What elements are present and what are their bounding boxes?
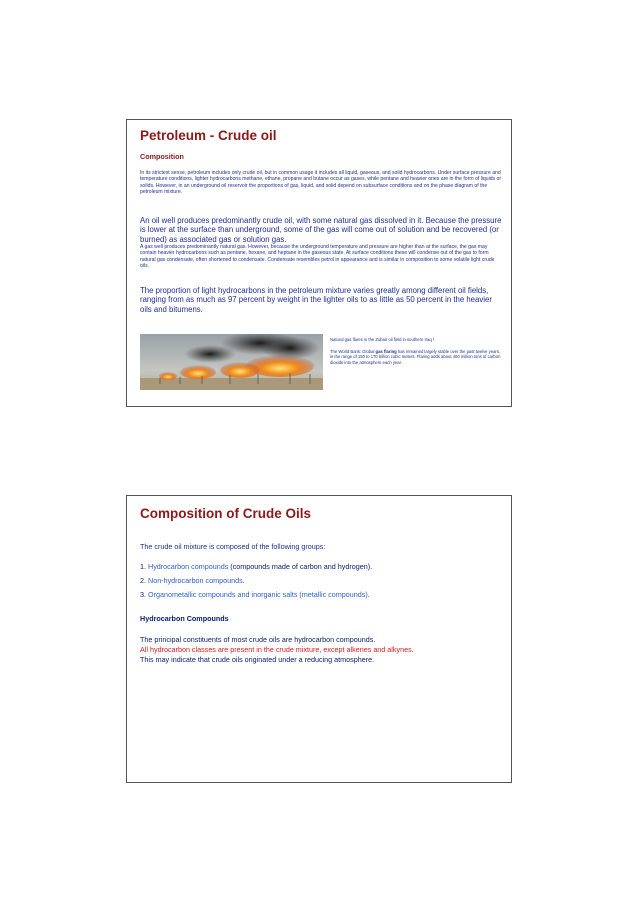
caption-text: The World Bank: Global xyxy=(330,349,376,354)
composition-subheading: Composition xyxy=(140,152,184,161)
paragraph-gas-well: A gas well produces predominantly natural gas. However, because the underground temperature and pressure are higher than at the surface, the gas may contain heavier hydrocarbons such as pentane, hexane, and heptane in the gaseous state. At surface conditions these will condense out of the gas to form natural gas condensate, often shortened to condensate. Condensate resembles petrol in appearance and is similar in composition to some volatile light crude oils. xyxy=(140,244,495,270)
list-term: Hydrocarbon compounds xyxy=(148,562,229,571)
list-item xyxy=(140,590,502,599)
list-detail: . xyxy=(242,576,245,585)
list-term: Non-hydrocarbon compounds xyxy=(148,576,243,585)
hydrocarbon-subheading: Hydrocarbon Compounds xyxy=(140,614,229,623)
slide-petroleum-crude-oil xyxy=(126,119,512,407)
body-line: This may indicate that crude oils originated under a reducing atmosphere. xyxy=(140,655,375,664)
body-line-highlight xyxy=(140,645,502,654)
photo-caption-worldbank xyxy=(330,349,502,365)
slide-composition-of-crude-oils xyxy=(126,495,512,783)
list-term: Organometallic compounds and inorganic salts (metallic compounds) xyxy=(148,590,368,599)
list-detail: (compounds made of carbon and hydrogen). xyxy=(228,562,373,571)
list-number: 3. xyxy=(140,590,148,599)
list-number: 2. xyxy=(140,576,148,585)
caption-text-rest: has remained largely stable over the past twelve years, in the range of 150 to 170 billion cubic meters. Flaring adds about 400 million tons of carbon dioxide into the atmosphere each year. xyxy=(330,349,501,365)
slide-title: Petroleum - Crude oil xyxy=(140,128,277,143)
intro-line: The crude oil mixture is composed of the following groups: xyxy=(140,542,326,551)
gas-flares-photo xyxy=(140,334,323,390)
paragraph-definition: In its strictest sense, petroleum includes only crude oil, but in common usage it includes all liquid, gaseous, and solid hydrocarbons. Under surface pressure and temperature conditions, lighter hydrocarbons methane, ethane, propane and butane occur as gases, while pentane and heavier ones are in the form of liquids or solids. However, in an underground oil reservoir the proportions of gas, liquid, and solid depend on subsurface conditions and on the phase diagram of the petroleum mixture. xyxy=(140,170,502,196)
body-line: The principal constituents of most crude oils are hydrocarbon compounds. xyxy=(140,635,376,644)
list-item xyxy=(140,562,502,571)
period: . xyxy=(411,645,414,654)
paragraph-proportion: The proportion of light hydrocarbons in the petroleum mixture varies greatly among different oil fields, ranging from as much as 97 percent by weight in the lighter oils to as little as 50 percent in the heavier oils and bitumens. xyxy=(140,286,492,314)
slide-title: Composition of Crude Oils xyxy=(140,506,311,521)
paragraph-oil-well: An oil well produces predominantly crude oil, with some natural gas dissolved in it. Because the pressure is lower at the surface than underground, some of the gas will come out of solution and be recovered (or burned) as associated gas or solution gas. xyxy=(140,216,502,244)
list-item xyxy=(140,576,502,585)
photo-caption-title: Natural gas flares in the Zubair oil field in southern Iraq / xyxy=(330,337,435,342)
highlight-text: All hydrocarbon classes are present in the crude mixture, except alkenes and alkynes xyxy=(140,645,412,654)
list-detail: . xyxy=(367,590,370,599)
caption-bold-term: gas flaring xyxy=(375,349,397,354)
list-number: 1. xyxy=(140,562,148,571)
